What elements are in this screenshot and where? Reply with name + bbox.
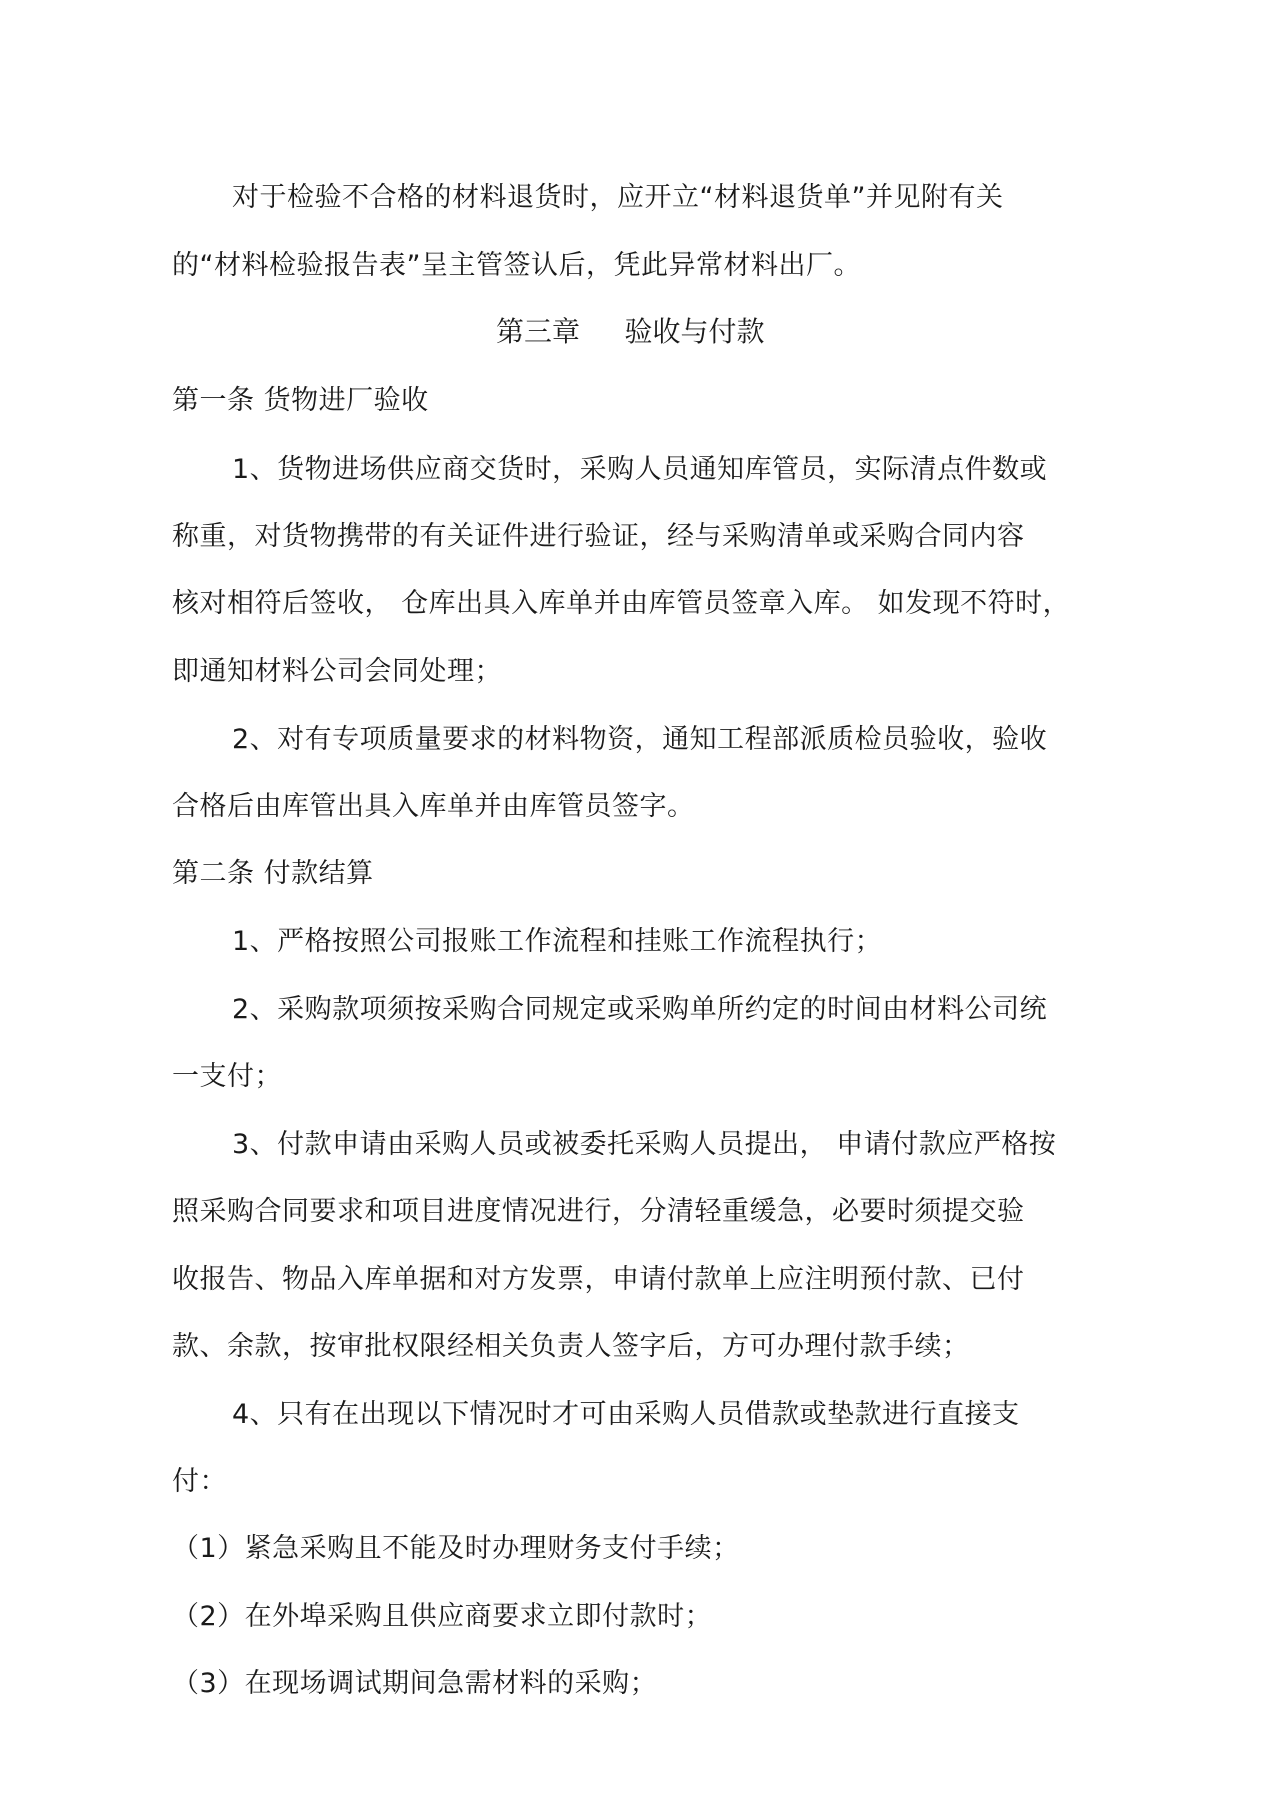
article-2-item-3-line-1: 3、付款申请由采购人员或被委托采购人员提出， 申请付款应严格按 xyxy=(232,1129,1057,1160)
article-2-sub-item-1: （1）紧急采购且不能及时办理财务支付手续； xyxy=(172,1533,740,1564)
article-2-item-3-line-4: 款、余款，按审批权限经相关负责人签字后，方可办理付款手续； xyxy=(172,1331,970,1362)
article-2-item-4-line-2: 付： xyxy=(172,1466,227,1497)
article-2-item-1-line-1: 1、严格按照公司报账工作流程和挂账工作流程执行； xyxy=(232,926,883,957)
article-1-item-2-line-1: 2、对有专项质量要求的材料物资，通知工程部派质检员验收，验收 xyxy=(232,724,1048,755)
article-2-item-2-line-1: 2、采购款项须按采购合同规定或采购单所约定的时间由材料公司统 xyxy=(232,994,1048,1025)
article-1-item-1-line-1: 1、货物进场供应商交货时，采购人员通知库管员，实际清点件数或 xyxy=(232,454,1048,485)
article-1-item-1-line-2: 称重，对货物携带的有关证件进行验证，经与采购清单或采购合同内容 xyxy=(172,521,1025,552)
paragraph-return-line-1: 对于检验不合格的材料退货时，应开立“材料退货单”并见附有关 xyxy=(232,182,1004,213)
article-1-heading: 第一条 货物进厂验收 xyxy=(172,385,429,416)
article-1-item-1-line-3: 核对相符后签收， 仓库出具入库单并由库管员签章入库。 如发现不符时， xyxy=(172,588,1071,619)
article-1-item-1-line-4: 即通知材料公司会同处理； xyxy=(172,656,502,687)
article-2-sub-item-2: （2）在外埠采购且供应商要求立即付款时； xyxy=(172,1601,713,1632)
chapter-title: 第三章 验收与付款 xyxy=(496,315,765,348)
article-2-sub-item-3: （3）在现场调试期间急需材料的采购； xyxy=(172,1668,658,1699)
article-1-item-2-line-2: 合格后由库管出具入库单并由库管员签字。 xyxy=(172,791,695,822)
paragraph-return-line-2: 的“材料检验报告表”呈主管签认后，凭此异常材料出厂。 xyxy=(172,250,861,281)
article-2-item-2-line-2: 一支付； xyxy=(172,1061,282,1092)
article-2-item-3-line-2: 照采购合同要求和项目进度情况进行，分清轻重缓急，必要时须提交验 xyxy=(172,1196,1025,1227)
article-2-item-3-line-3: 收报告、物品入库单据和对方发票，申请付款单上应注明预付款、已付 xyxy=(172,1264,1025,1295)
article-2-item-4-line-1: 4、只有在出现以下情况时才可由采购人员借款或垫款进行直接支 xyxy=(232,1399,1020,1430)
article-2-heading: 第二条 付款结算 xyxy=(172,858,374,889)
